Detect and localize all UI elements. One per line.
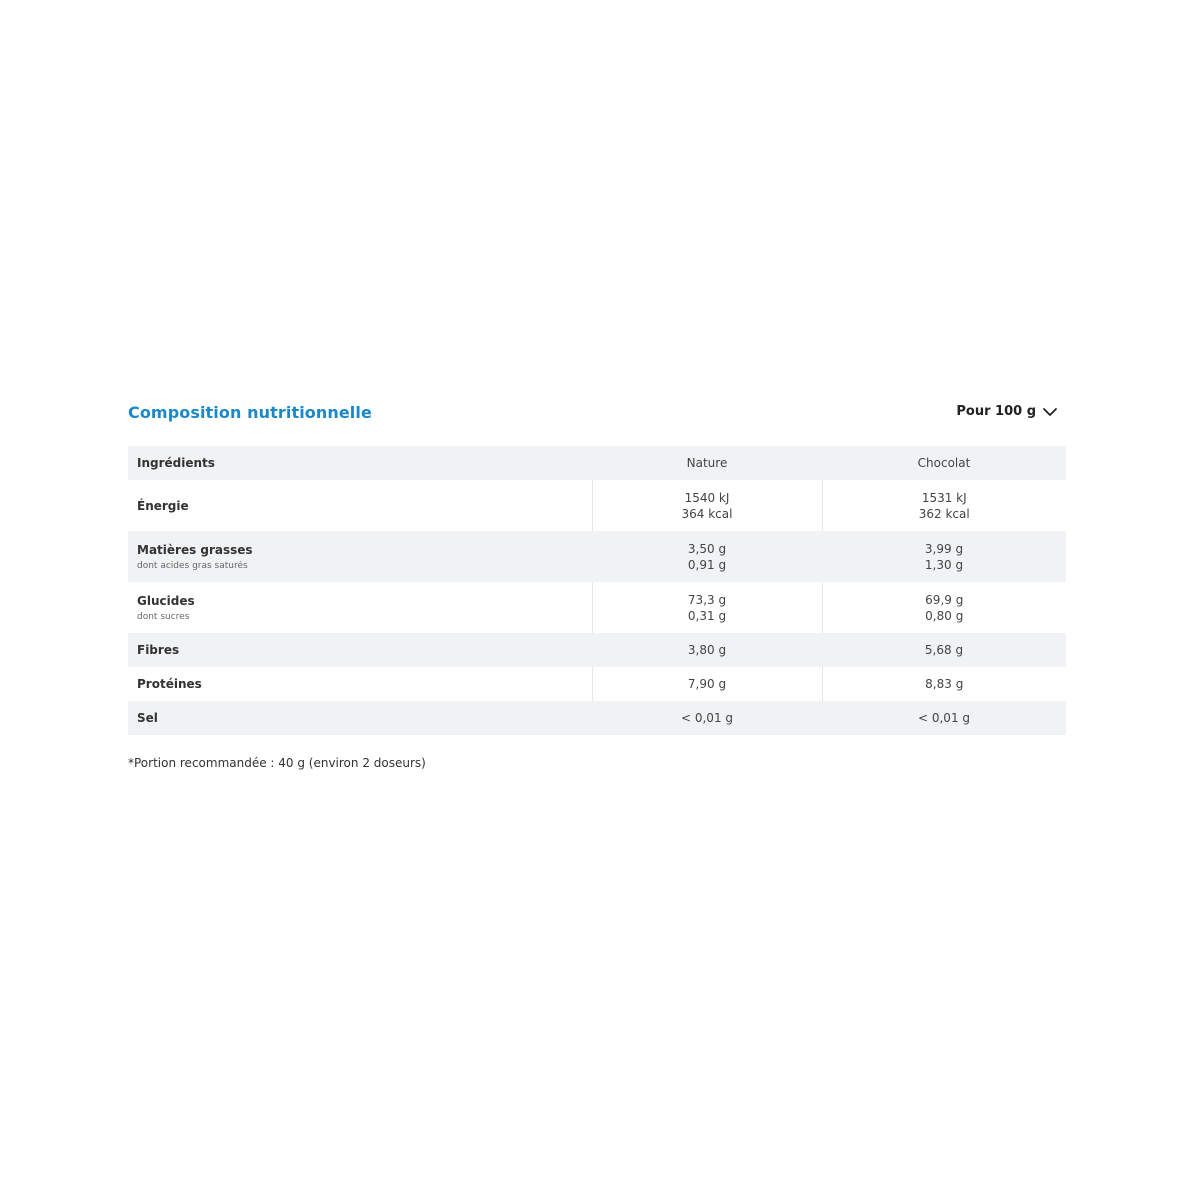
cell-chocolat: 5,68 g <box>822 633 1066 667</box>
cell-nature: 1540 kJ 364 kcal <box>592 480 822 531</box>
cell-chocolat: < 0,01 g <box>822 701 1066 735</box>
table-header-row <box>128 446 1066 480</box>
cell-nature: 3,80 g <box>592 633 822 667</box>
cell-nature: 3,50 g 0,91 g <box>592 531 822 582</box>
row-label: Sel <box>128 701 592 735</box>
row-sublabel: dont sucres <box>137 611 190 622</box>
table-row-fibres <box>128 633 1066 667</box>
table-row-glucides <box>128 582 1066 633</box>
nutrition-panel <box>128 400 1066 770</box>
cell-chocolat: 1531 kJ 362 kcal <box>822 480 1066 531</box>
cell-nature: 73,3 g 0,31 g <box>592 582 822 633</box>
cell-nature: 7,90 g <box>592 667 822 701</box>
row-label: Matières grasses dont acides gras saturés <box>128 531 592 582</box>
table-row-sel <box>128 701 1066 735</box>
row-sublabel: dont acides gras saturés <box>137 560 248 571</box>
portion-select-value: Pour 100 g <box>956 404 1036 419</box>
row-label: Fibres <box>128 633 592 667</box>
chevron-down-icon <box>1042 406 1058 418</box>
portion-footnote: *Portion recommandée : 40 g (environ 2 doseurs) <box>128 756 426 770</box>
column-header-ingredients: Ingrédients <box>128 446 592 480</box>
table-row-energie <box>128 480 1066 531</box>
row-label: Énergie <box>137 498 189 513</box>
portion-select[interactable] <box>956 404 1058 419</box>
row-label: Glucides dont sucres <box>128 582 592 633</box>
row-label: Protéines <box>137 677 202 691</box>
cell-chocolat: 8,83 g <box>822 667 1066 701</box>
panel-header <box>128 400 1066 446</box>
column-header-chocolat: Chocolat <box>822 446 1066 480</box>
table-row-proteines <box>128 667 1066 701</box>
cell-nature: < 0,01 g <box>592 701 822 735</box>
panel-title: Composition nutritionnelle <box>128 403 372 422</box>
cell-chocolat: 3,99 g 1,30 g <box>822 531 1066 582</box>
cell-chocolat: 69,9 g 0,80 g <box>822 582 1066 633</box>
column-header-nature: Nature <box>592 446 822 480</box>
table-row-matieres-grasses <box>128 531 1066 582</box>
nutrition-table <box>128 446 1066 735</box>
